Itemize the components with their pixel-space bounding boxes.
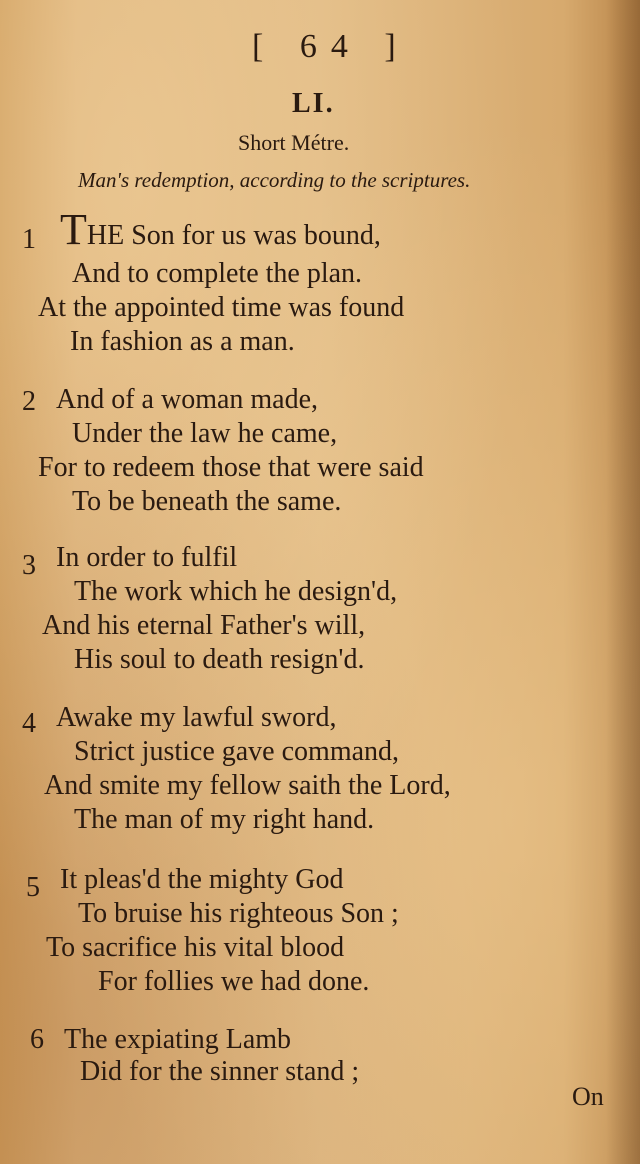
stanza-line: The expiating Lamb (64, 1024, 292, 1055)
stanza-line: In fashion as a man. (70, 326, 295, 357)
hymn-subject: Man's redemption, according to the scriptures. (78, 168, 471, 192)
stanza-line: And his eternal Father's will, (42, 610, 366, 641)
stanza-line: At the appointed time was found (38, 292, 405, 323)
stanza-number: 5 (26, 872, 40, 903)
stanza-number: 3 (22, 550, 36, 581)
meter-heading: Short Métre. (238, 130, 350, 155)
stanza-line: And to complete the plan. (72, 258, 363, 289)
stanza-number: 2 (22, 386, 36, 417)
catchword: On (572, 1082, 604, 1111)
stanza-line: To sacrifice his vital blood (46, 932, 345, 963)
stanza-line: His soul to death resign'd. (74, 644, 365, 675)
hymn-number: LI. (292, 88, 335, 119)
stanza-line: For follies we had done. (98, 966, 370, 997)
stanza-line: To be beneath the same. (72, 486, 342, 517)
stanza-line: The work which he design'd, (74, 576, 398, 607)
line-text: HE Son for us was bound, (86, 220, 381, 251)
stanza-number: 4 (22, 708, 36, 739)
page-number: [ 64 ] (252, 28, 410, 65)
page-edge-shadow (606, 0, 640, 1164)
drop-cap: T (60, 205, 87, 254)
stanza-line: Strict justice gave command, (74, 736, 400, 767)
stanza-line: Awake my lawful sword, (56, 702, 337, 733)
stanza-line: To bruise his righteous Son ; (78, 898, 399, 929)
stanza-line: It pleas'd the mighty God (60, 864, 344, 895)
stanza-line: In order to fulfil (56, 542, 238, 573)
stanza-line: The man of my right hand. (74, 804, 375, 835)
stanza-line (60, 205, 381, 254)
stanza-line: Did for the sinner stand ; (80, 1056, 360, 1087)
stanza-number: 1 (22, 224, 36, 255)
stanza-line: And smite my fellow saith the Lord, (44, 770, 451, 801)
stanza-number: 6 (30, 1024, 44, 1055)
stanza-line: And of a woman made, (56, 384, 319, 415)
stanza-line: Under the law he came, (72, 418, 338, 449)
stanza-line: For to redeem those that were said (38, 452, 424, 483)
